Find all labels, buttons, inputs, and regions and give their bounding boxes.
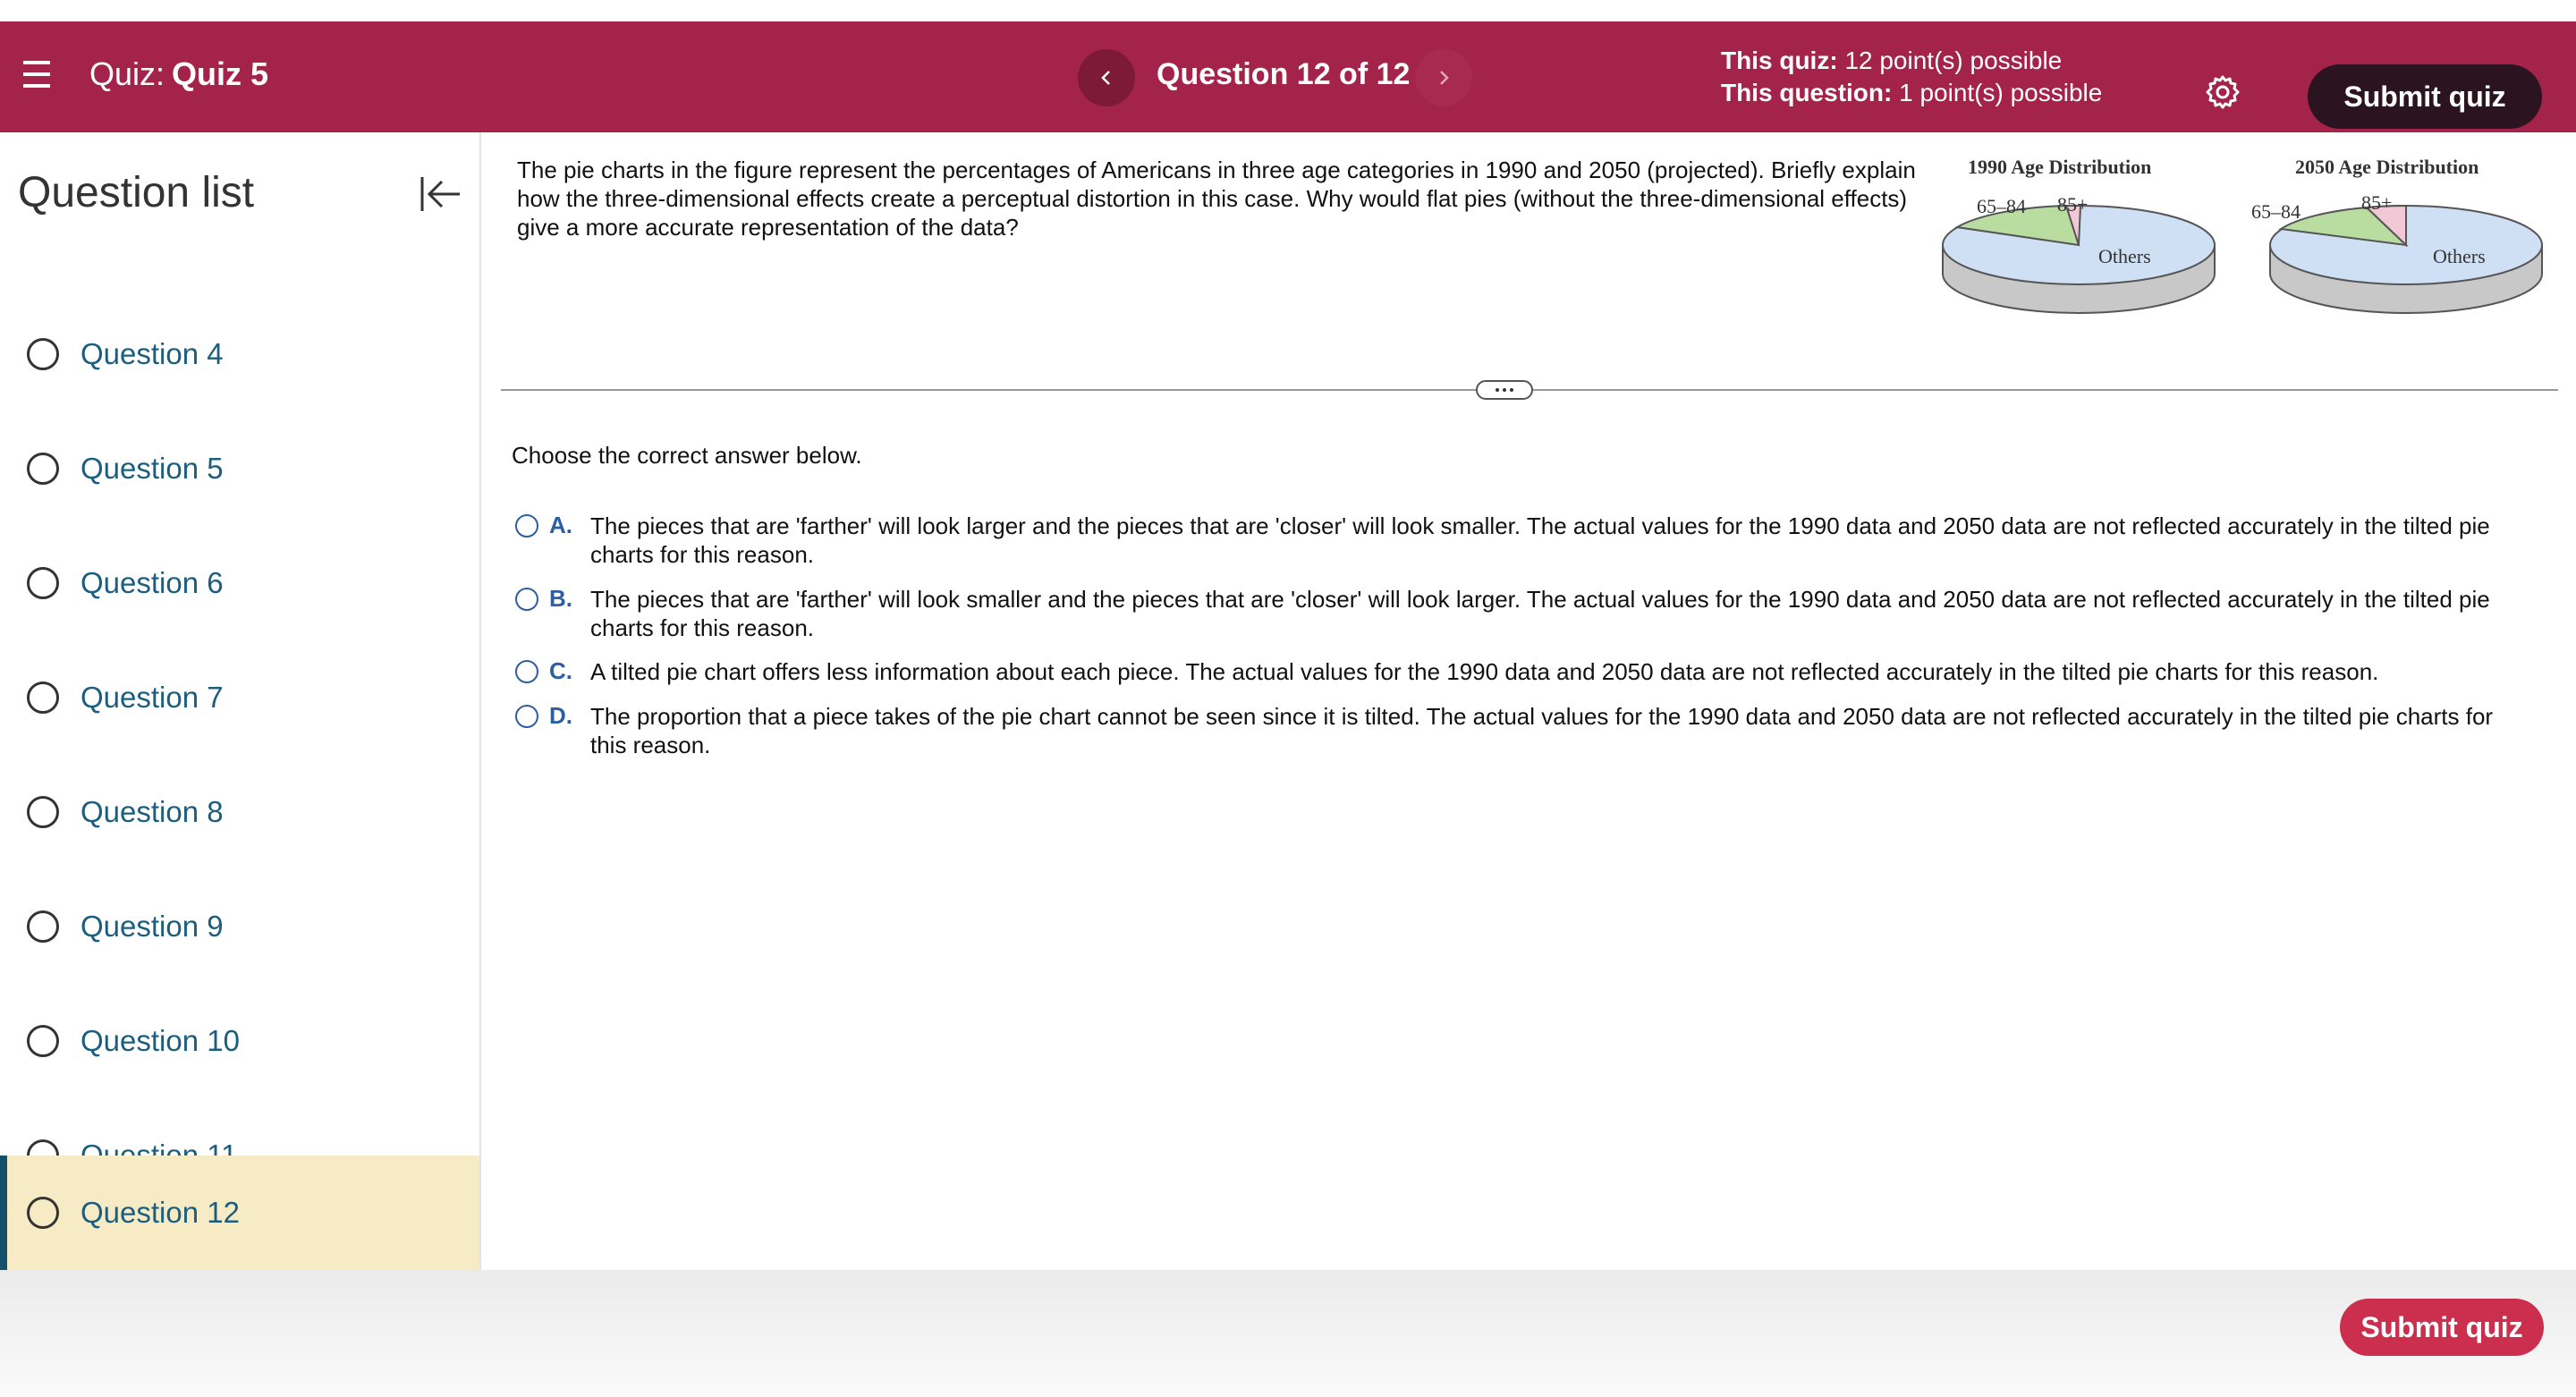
quiz-points-value: 12 point(s) possible: [1844, 47, 2063, 74]
question-list-item-5[interactable]: [0, 411, 479, 526]
pie2-label-others: Others: [2433, 245, 2486, 267]
question-list-item-9[interactable]: [0, 869, 479, 984]
option-letter: B.: [549, 585, 572, 612]
radio-button[interactable]: [515, 705, 538, 728]
question-counter: Question 12 of 12: [1157, 57, 1411, 91]
previous-question-button[interactable]: [1078, 49, 1135, 106]
question-points-value: 1 point(s) possible: [1899, 79, 2103, 106]
next-question-button[interactable]: [1415, 49, 1472, 106]
status-circle-icon: [27, 338, 59, 370]
status-circle-icon: [27, 910, 59, 943]
pie1-label-others: Others: [2098, 245, 2151, 267]
question-list-item-4[interactable]: [0, 297, 479, 411]
status-circle-icon: [27, 796, 59, 828]
hamburger-menu-icon[interactable]: [23, 61, 52, 91]
option-text: A tilted pie chart offers less information about each piece. The actual values for the 1990 data and 2050 data are not reflected accurately in the tilted pie charts for this reason.: [590, 658, 2379, 685]
submit-quiz-footer-button[interactable]: Submit quiz: [2340, 1299, 2544, 1356]
pie2-label-65-84: 65–84: [2251, 200, 2301, 223]
question-list-item-10[interactable]: [0, 984, 479, 1098]
status-circle-icon: [27, 453, 59, 485]
answer-option-d[interactable]: [515, 702, 2501, 759]
question-points-label: This question:: [1721, 79, 1893, 106]
pie-chart-figure: [1932, 147, 2558, 343]
pie1-label-85plus: 85+: [2057, 193, 2089, 216]
pie2-title: 2050 Age Distribution: [2295, 156, 2479, 178]
option-text: The pieces that are 'farther' will look larger and the pieces that are 'closer' will look smaller. The actual values for the 1990 data and 2050 data are not reflected accurately in the tilted pie charts for this reason.: [590, 512, 2490, 568]
question-link[interactable]: Question 10: [80, 1024, 240, 1057]
option-letter: D.: [549, 702, 572, 729]
instruction-text: Choose the correct answer below.: [512, 442, 862, 469]
radio-button[interactable]: [515, 660, 538, 683]
question-list-title: Question list: [18, 169, 255, 216]
question-list-item-6[interactable]: [0, 526, 479, 640]
chevron-right-icon: [1434, 68, 1453, 88]
quiz-points-label: This quiz:: [1721, 47, 1838, 74]
option-text: The proportion that a piece takes of the pie chart cannot be seen since it is tilted. The actual values for the 1990 data and 2050 data are not reflected accurately in the tilted pie charts for this reason.: [590, 703, 2494, 758]
status-circle-icon: [27, 1025, 59, 1057]
option-letter: A.: [549, 512, 572, 538]
question-link[interactable]: Question 12: [80, 1196, 240, 1229]
answer-option-b[interactable]: [515, 585, 2501, 642]
pie1-title: 1990 Age Distribution: [1968, 156, 2152, 178]
question-link[interactable]: Question 9: [80, 910, 224, 943]
quiz-prefix: Quiz:: [89, 55, 165, 92]
answer-option-c[interactable]: [515, 657, 2501, 686]
question-link[interactable]: Question 5: [80, 452, 224, 485]
question-list-sidebar: [0, 132, 481, 1270]
question-list-item-8[interactable]: [0, 755, 479, 869]
question-list-item-7[interactable]: [0, 640, 479, 755]
answer-option-a[interactable]: [515, 512, 2501, 569]
status-circle-icon: [27, 682, 59, 714]
option-text: The pieces that are 'farther' will look smaller and the pieces that are 'closer' will look larger. The actual values for the 1990 data and 2050 data are not reflected accurately in the tilted pie charts for this reason.: [590, 586, 2490, 641]
radio-button[interactable]: [515, 588, 538, 611]
question-prompt: The pie charts in the figure represent the percentages of Americans in three age categories in 1990 and 2050 (projected). Briefly explain how the three-dimensional effects create a perceptual distortion in this case. Why would flat pies (without the three-dimensional effects) give a more accurate representation of the data?: [517, 157, 1916, 241]
points-info: [1721, 45, 2102, 109]
option-letter: C.: [549, 657, 572, 684]
chevron-left-icon: [1097, 68, 1116, 88]
pie2-label-85plus: 85+: [2361, 191, 2393, 214]
question-link[interactable]: Question 6: [80, 566, 224, 599]
status-circle-icon: [27, 1197, 59, 1229]
radio-button[interactable]: [515, 514, 538, 538]
pie1-label-65-84: 65–84: [1977, 195, 2026, 217]
question-link[interactable]: Question 7: [80, 681, 224, 714]
question-list-item-12[interactable]: [0, 1156, 479, 1270]
question-link[interactable]: Question 8: [80, 795, 224, 828]
quiz-name: Quiz 5: [172, 55, 269, 92]
question-link[interactable]: Question 4: [80, 337, 224, 370]
footer-bar: [0, 1270, 2576, 1397]
quiz-title: [89, 55, 268, 93]
resize-handle-icon[interactable]: [1476, 380, 1533, 400]
collapse-sidebar-icon[interactable]: [417, 170, 465, 218]
gear-icon[interactable]: [2202, 72, 2243, 113]
pie-charts-image: [1932, 147, 2558, 343]
status-circle-icon: [27, 567, 59, 599]
submit-quiz-button[interactable]: Submit quiz: [2308, 64, 2542, 129]
top-header: [0, 21, 2576, 132]
